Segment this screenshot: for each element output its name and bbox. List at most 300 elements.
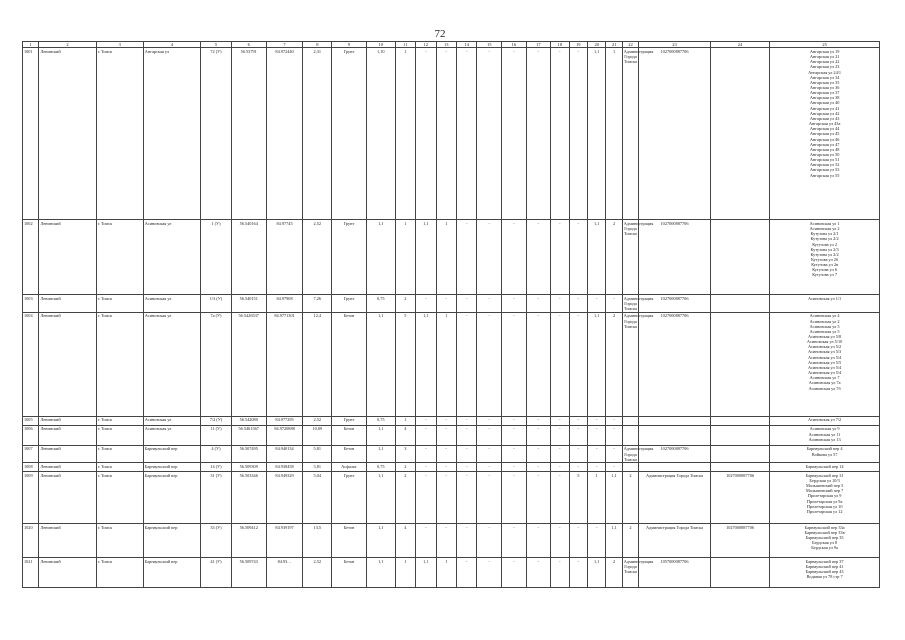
table-cell: - — [551, 445, 569, 462]
table-cell: 1027000887706 — [639, 312, 711, 416]
table-cell: - — [588, 295, 606, 312]
table-cell: - — [436, 295, 456, 312]
table-cell: Администрация Города Томска — [623, 295, 654, 312]
table-cell: г. Томск — [96, 472, 143, 524]
table-cell: Ангарская ул — [143, 48, 200, 220]
address-line: Барнаульский пер 43 — [805, 569, 844, 575]
table-cell: - — [526, 524, 551, 558]
table-cell: 2 — [622, 524, 638, 558]
table-cell: - — [569, 524, 587, 558]
table-cell: Администрация Города Томска — [622, 312, 638, 416]
table-cell: 4 — [395, 425, 415, 445]
table-cell: - — [477, 416, 502, 425]
address-line: Ангарская ул 40 — [809, 100, 840, 106]
table-cell: 4 — [395, 524, 415, 558]
address-line: Барнаульский пер 33а — [804, 524, 845, 530]
address-line: Асиновская ул 13 — [808, 436, 841, 442]
table-cell: - — [588, 445, 606, 462]
table-row — [23, 472, 880, 524]
table-cell: - — [457, 425, 477, 445]
table-cell: 2 — [606, 312, 622, 416]
table-cell: 2,52 — [303, 220, 332, 295]
address-line: Асиновская ул 5/3 — [808, 349, 842, 355]
table-cell: г. Томск — [96, 312, 143, 416]
table-cell: 1006 — [23, 425, 39, 445]
table-cell: 1 — [395, 220, 415, 295]
table-cell: 41 (У) — [201, 558, 232, 588]
table-cell: Ленинский — [39, 425, 96, 445]
address-line: Ангарская ул 34 — [809, 74, 840, 80]
address-line: Асиновская ул 7/2 — [808, 417, 842, 423]
table-row — [23, 425, 880, 445]
table-cell: 1027000887706 — [710, 472, 769, 524]
table-cell: - — [551, 416, 569, 425]
table-cell: - — [502, 472, 527, 524]
table-cell: - — [416, 48, 436, 220]
table-cell: 1027000887706 — [639, 220, 711, 295]
column-number-19: 19 — [569, 42, 587, 48]
table-cell: 2,52 — [303, 416, 332, 425]
table-cell: - — [502, 463, 527, 472]
table-cell: - — [588, 416, 606, 425]
address-line: Ангарская ул 38 — [809, 95, 840, 101]
table-cell — [710, 558, 769, 588]
table-cell: г. Томск — [96, 445, 143, 462]
column-number-4: 4 — [143, 42, 200, 48]
address-line: Кутузова ул 2 — [812, 241, 837, 247]
table-cell: 1,1 — [366, 445, 395, 462]
address-line: Барнаульский пер 31 — [805, 472, 844, 478]
table-cell: Грунт — [332, 472, 367, 524]
address-line: Асиновская ул 5 — [809, 328, 840, 334]
table-cell: Ленинский — [39, 445, 96, 462]
address-line: Асиновская ул 5/10 — [806, 339, 843, 345]
address-line: Ангарская ул 37 — [809, 90, 840, 96]
table-cell: - — [526, 295, 551, 312]
table-cell: 84.940134 — [266, 445, 303, 462]
table-cell: 5 — [395, 312, 415, 416]
address-list-cell — [770, 472, 880, 524]
table-cell: Барнаульский пер — [143, 558, 200, 588]
table-cell: Барнаульский пер — [143, 463, 200, 472]
table-cell — [710, 220, 769, 295]
table-cell: - — [477, 425, 502, 445]
table-cell: 2,31 — [303, 48, 332, 220]
table-cell: Барнаульский пер — [143, 472, 200, 524]
address-line: Ангарская ул 19 — [809, 48, 840, 54]
table-cell: 10,09 — [303, 425, 332, 445]
table-cell: 33 (У) — [201, 524, 232, 558]
table-cell: 56.540164 — [231, 220, 266, 295]
table-cell: Асиновская ул — [143, 416, 200, 425]
address-line: Асиновская ул 5/2 — [808, 344, 842, 350]
table-cell: 56.540151 — [231, 295, 266, 312]
column-number-17: 17 — [526, 42, 551, 48]
address-line: Ангарская ул 23 — [809, 64, 840, 70]
address-line: Ангарская ул 35 — [809, 79, 840, 85]
table-cell: г. Томск — [96, 220, 143, 295]
table-cell: - — [551, 558, 569, 588]
address-line: Ангарская ул 53 — [809, 167, 840, 173]
table-cell: - — [477, 558, 502, 588]
table-row — [23, 48, 880, 220]
table-cell: 0,75 — [366, 416, 395, 425]
address-line: Асиновская ул 5/8 — [808, 333, 842, 339]
column-number-1: 1 — [23, 42, 39, 48]
table-cell: 1003 — [23, 295, 39, 312]
table-cell: - — [457, 445, 477, 462]
table-cell: 12,4 — [303, 312, 332, 416]
address-list-cell — [770, 312, 880, 416]
table-cell: Бетон — [332, 558, 367, 588]
table-cell: - — [477, 472, 502, 524]
table-cell: Администрация Города Томска — [639, 524, 711, 558]
table-cell: 1 — [588, 472, 606, 524]
address-line: Войкова ул 57 — [811, 451, 838, 457]
table-cell: 1,1 — [366, 220, 395, 295]
table-cell: Асиновская ул — [143, 295, 200, 312]
table-cell: 7,26 — [303, 295, 332, 312]
table-cell: - — [416, 524, 436, 558]
address-list-cell — [770, 558, 880, 588]
table-cell: Ленинский — [39, 295, 96, 312]
column-number-11: 11 — [395, 42, 415, 48]
table-cell: Администрация Города Томска — [622, 558, 638, 588]
address-line: Ангарская ул 46 — [809, 136, 840, 142]
table-cell: 84.972440 — [266, 48, 303, 220]
table-cell: - — [588, 524, 606, 558]
table-cell: - — [457, 524, 477, 558]
table-cell: 1027000887706 — [710, 524, 769, 558]
address-line: Пролетарская ул 10 — [806, 503, 843, 509]
table-cell: г. Томск — [96, 558, 143, 588]
table-row — [23, 524, 880, 558]
table-cell: 1,1 — [366, 312, 395, 416]
table-cell: 14 (У) — [201, 463, 232, 472]
table-cell: - — [526, 558, 551, 588]
address-line: Кутузова ул 2в — [811, 262, 838, 268]
table-cell: - — [416, 472, 436, 524]
table-cell: 84.949329 — [266, 472, 303, 524]
table-cell: Администрация Города Томска — [622, 220, 638, 295]
table-cell: - — [526, 416, 551, 425]
column-number-22: 22 — [622, 42, 638, 48]
address-line: Ангарская ул 47 — [809, 141, 840, 147]
table-cell: - — [436, 463, 456, 472]
table-cell — [710, 295, 769, 312]
table-cell: - — [436, 48, 456, 220]
column-number-3: 3 — [96, 42, 143, 48]
table-row — [23, 463, 880, 472]
column-number-7: 7 — [266, 42, 303, 48]
table-row — [23, 295, 880, 312]
address-line: Барнаульский пер 4 — [806, 446, 843, 452]
table-cell: 1,1 — [588, 558, 606, 588]
table-cell: Барнаульский пер — [143, 524, 200, 558]
table-cell: Барнаульский пер — [143, 445, 200, 462]
table-cell: Ленинский — [39, 220, 96, 295]
table-cell: г. Томск — [96, 48, 143, 220]
table-cell: - — [457, 220, 477, 295]
table-cell — [710, 48, 769, 220]
table-cell: 2 — [395, 463, 415, 472]
table-cell: - — [551, 463, 569, 472]
table-cell — [622, 416, 638, 425]
table-cell: - — [457, 463, 477, 472]
table-cell: Ленинский — [39, 524, 96, 558]
table-cell — [622, 425, 638, 445]
address-line: Кутузова ул 2/1 — [810, 231, 839, 237]
address-line: Асиновская ул 5/4 — [808, 354, 842, 360]
table-cell: - — [502, 312, 527, 416]
table-cell: 56.509309 — [231, 463, 266, 472]
page-number: 72 — [434, 28, 446, 40]
table-cell: - — [569, 445, 587, 462]
table-cell: 1,1 — [366, 425, 395, 445]
registry-table — [22, 41, 880, 588]
address-list-cell — [770, 463, 880, 472]
table-cell: 84.93… — [266, 558, 303, 588]
table-cell: - — [477, 48, 502, 220]
table-cell: - — [569, 220, 587, 295]
table-cell: Администрация Города Томска — [639, 472, 711, 524]
table-cell: 1/3 (У) — [201, 295, 232, 312]
table-cell: 5,04 — [303, 472, 332, 524]
table-cell: Грунт — [332, 220, 367, 295]
address-line: Ангарская ул 44 — [809, 126, 840, 132]
table-cell: 2,52 — [303, 558, 332, 588]
address-list-cell — [770, 425, 880, 445]
address-line: Кутузова ул 6 — [812, 267, 837, 273]
table-cell: 56.5426537 — [231, 312, 266, 416]
column-number-14: 14 — [457, 42, 477, 48]
table-cell: - — [436, 425, 456, 445]
table-cell: - — [477, 295, 502, 312]
table-cell: - — [416, 463, 436, 472]
address-line: Асиновская ул 5 — [809, 323, 840, 329]
column-number-16: 16 — [502, 42, 527, 48]
table-cell: 84.938458 — [266, 463, 303, 472]
table-cell: 1007 — [23, 445, 39, 462]
table-cell: - — [436, 524, 456, 558]
table-cell: 1020 — [23, 524, 39, 558]
table-row — [23, 416, 880, 425]
table-cell: 11 (У) — [201, 425, 232, 445]
table-cell: Бетон — [332, 524, 367, 558]
table-cell: - — [551, 48, 569, 220]
table-cell: - — [526, 445, 551, 462]
table-cell: Ленинский — [39, 312, 96, 416]
column-number-25: 25 — [770, 42, 880, 48]
column-number-5: 5 — [201, 42, 232, 48]
table-cell: - — [457, 295, 477, 312]
table-cell: 1,1 — [366, 558, 395, 588]
column-number-2: 2 — [39, 42, 96, 48]
address-line: Кутузова ул 2/3 — [810, 246, 839, 252]
table-cell: - — [457, 416, 477, 425]
table-cell: - — [416, 295, 436, 312]
table-cell: - — [551, 220, 569, 295]
table-cell: 7а (У) — [201, 312, 232, 416]
column-number-6: 6 — [231, 42, 266, 48]
address-line: Асиновская ул 7б — [808, 385, 841, 391]
table-cell: Ленинский — [39, 48, 96, 220]
address-line: Малышевский пер 5 — [805, 483, 844, 489]
table-cell: 84.9771301 — [266, 312, 303, 416]
table-cell: Асиновская ул — [143, 220, 200, 295]
table-cell: - — [526, 220, 551, 295]
table-cell: 1,1 — [606, 524, 622, 558]
table-cell: - — [551, 295, 569, 312]
address-line: Кутузова ул 7 — [812, 272, 837, 278]
table-cell — [639, 425, 711, 445]
table-cell: - — [569, 295, 587, 312]
table-cell: 3 — [395, 445, 415, 462]
column-number-10: 10 — [366, 42, 395, 48]
table-cell: 13,5 — [303, 524, 332, 558]
table-cell — [710, 445, 769, 462]
table-cell: 1 (У) — [201, 220, 232, 295]
table-cell: - — [569, 425, 587, 445]
table-cell: 56.503346 — [231, 472, 266, 524]
table-cell: - — [502, 416, 527, 425]
address-line: Пролетарская ул 9 — [807, 493, 842, 499]
table-cell: 2 — [622, 472, 638, 524]
table-cell — [639, 463, 711, 472]
address-line: Кутузова ул 2/2 — [810, 251, 839, 257]
table-cell: Грунт — [332, 295, 367, 312]
table-cell — [639, 416, 711, 425]
table-cell: - — [416, 416, 436, 425]
address-line: Барнаульский пер 33в — [804, 529, 845, 535]
address-line: Асиновская ул 7а — [808, 380, 841, 386]
column-number-8: 8 — [303, 42, 332, 48]
address-list-cell — [770, 416, 880, 425]
address-line: Барнаульский пер 37 — [805, 558, 844, 564]
table-cell: 1,1 — [416, 312, 436, 416]
table-cell: 1004 — [23, 312, 39, 416]
table-cell: - — [436, 416, 456, 425]
column-number-13: 13 — [436, 42, 456, 48]
address-line: Пролетарская ул 12 — [806, 508, 843, 514]
table-cell: 1 — [436, 220, 456, 295]
table-cell: Грунт — [332, 48, 367, 220]
address-line: Асиновская ул 1 — [809, 220, 840, 226]
table-cell: Бетон — [332, 312, 367, 416]
table-cell: - — [477, 463, 502, 472]
table-cell: - — [551, 312, 569, 416]
table-cell: 5 — [569, 472, 587, 524]
table-cell: - — [477, 524, 502, 558]
address-line: Ангарская ул 43 — [809, 115, 840, 121]
table-cell: - — [526, 463, 551, 472]
address-list-cell — [770, 220, 880, 295]
table-cell: - — [526, 312, 551, 416]
table-cell: 84.977295 — [266, 416, 303, 425]
table-cell — [710, 416, 769, 425]
table-cell: 1,1 — [366, 472, 395, 524]
table-cell: 1057000087706 — [639, 558, 711, 588]
table-cell: - — [569, 558, 587, 588]
table-cell: 1,1 — [366, 524, 395, 558]
table-cell: 1 — [395, 48, 415, 220]
table-cell: 7/2 (У) — [201, 416, 232, 425]
table-cell: 72 (У) — [201, 48, 232, 220]
table-cell: 56.507495 — [231, 445, 266, 462]
table-cell: 56.509743 — [231, 558, 266, 588]
address-line: Ангарская ул 48 — [809, 146, 840, 152]
table-cell: - — [606, 416, 622, 425]
address-line: Асиновская ул 7 — [809, 375, 840, 381]
table-cell: Ленинский — [39, 472, 96, 524]
table-cell: 56.509412 — [231, 524, 266, 558]
table-cell: 1,1 — [588, 220, 606, 295]
table-cell: - — [606, 463, 622, 472]
address-line: Асиновская ул 5/4 — [808, 370, 842, 376]
address-line: Бердская ул 10/3 — [809, 477, 840, 483]
table-cell: 4 (У) — [201, 445, 232, 462]
table-cell: - — [551, 524, 569, 558]
table-cell: 56.542080 — [231, 416, 266, 425]
column-number-24: 24 — [710, 42, 769, 48]
table-cell: - — [569, 463, 587, 472]
column-number-18: 18 — [551, 42, 569, 48]
table-cell: г. Томск — [96, 425, 143, 445]
table-cell: - — [457, 312, 477, 416]
address-line: Ангарская ул 51 — [809, 157, 840, 163]
table-cell: - — [436, 445, 456, 462]
address-line: Ангарская ул 24/1 — [808, 69, 842, 75]
table-cell: 56.5461567 — [231, 425, 266, 445]
address-line: Ангарская ул 43а — [808, 121, 841, 127]
table-cell: Администрация Города Томска — [622, 48, 638, 220]
table-cell: - — [569, 312, 587, 416]
table-cell: - — [457, 558, 477, 588]
table-cell: 1 — [395, 558, 415, 588]
table-cell: 1005 — [23, 416, 39, 425]
address-line: Бердская ул 9а — [811, 545, 838, 551]
address-line: Асиновская ул 9 — [809, 426, 840, 432]
table-cell: - — [477, 312, 502, 416]
table-cell: - — [551, 425, 569, 445]
address-line: Бердская ул 8 — [812, 540, 838, 546]
table-cell: г. Томск — [96, 524, 143, 558]
table-cell: - — [502, 220, 527, 295]
address-list-cell — [770, 524, 880, 558]
table-cell: 2 — [395, 472, 415, 524]
column-number-21: 21 — [606, 42, 622, 48]
table-cell — [622, 463, 638, 472]
table-cell: Администрация Города Томска — [623, 446, 654, 462]
table-cell: 0,75 — [366, 463, 395, 472]
table-cell: Ленинский — [39, 558, 96, 588]
table-cell — [710, 312, 769, 416]
address-line: Асиновская ул 1/1 — [808, 295, 842, 301]
table-cell: 2 — [606, 558, 622, 588]
table-cell: 1002 — [23, 220, 39, 295]
table-cell: 1021 — [23, 558, 39, 588]
table-cell: 1,1 — [588, 48, 606, 220]
address-list-cell — [770, 295, 880, 312]
table-cell: 1 — [436, 558, 456, 588]
table-cell: - — [457, 48, 477, 220]
table-cell: - — [588, 463, 606, 472]
address-line: Барнаульский пер 14 — [805, 463, 844, 469]
table-cell: - — [526, 472, 551, 524]
table-cell: 1001 — [23, 48, 39, 220]
table-cell: - — [606, 445, 622, 462]
table-cell: 5,81 — [303, 445, 332, 462]
